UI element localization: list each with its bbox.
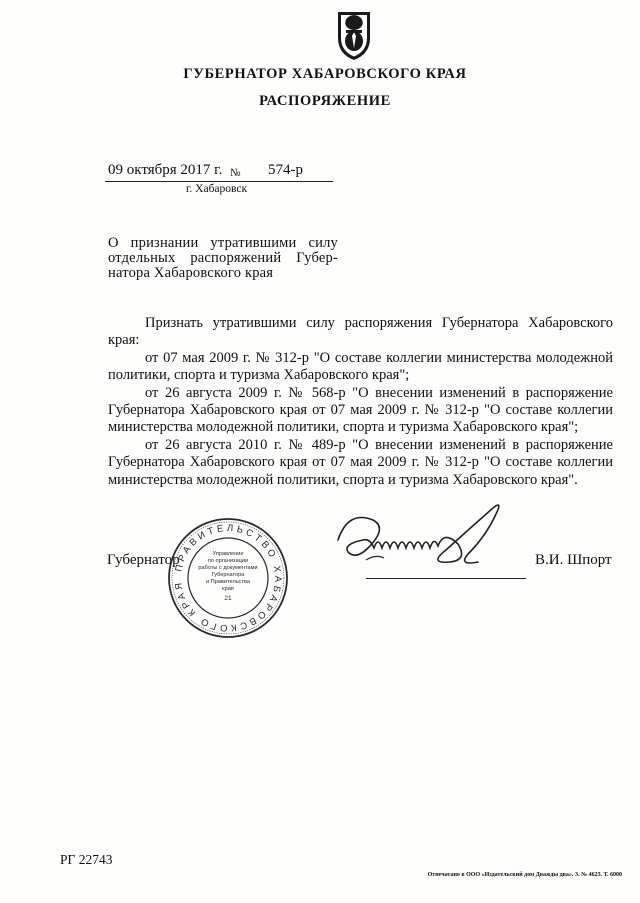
printer-imprint: Отпечатано в ООО «Издательский дом Дважды два». З. № 4623. Т. 6000 xyxy=(427,872,622,878)
seal-ring-text: ПРАВИТЕЛЬСТВО ХАБАРОВСКОГО КРАЯ xyxy=(172,522,284,634)
authority-title: ГУБЕРНАТОР ХАБАРОВСКОГО КРАЯ xyxy=(183,66,467,82)
coat-of-arms-icon xyxy=(334,8,374,62)
document-subject: О признании утратившими силу отдельных распоряжений Губер-натора Хабаровского края xyxy=(108,235,338,281)
document-date: 09 октября 2017 г. xyxy=(108,162,223,178)
document-city: г. Хабаровск xyxy=(186,183,248,195)
body-paragraph: от 26 августа 2010 г. № 489-р "О внесении изменений в распоряжение Губернатора Хабаровского края от 07 мая 2009 г. № 312-р "О составе коллегии министерства молодежной политики, спорта и туризма Хабаровского края". xyxy=(108,436,613,488)
body-paragraph: от 07 мая 2009 г. № 312-р "О составе коллегии министерства молодежной политики, спорта и туризма Хабаровского края"; xyxy=(108,349,613,384)
seal-inner-line: края xyxy=(222,586,234,592)
official-seal xyxy=(166,516,290,640)
handwritten-signature xyxy=(318,500,528,580)
body-paragraph: Признать утратившими силу распоряжения Губернатора Хабаровского края: xyxy=(108,315,613,349)
seal-inner-line: Губернатора xyxy=(211,572,245,578)
seal-inner-line: Управление xyxy=(212,551,244,557)
document-body xyxy=(108,315,613,489)
document-number: 574-р xyxy=(268,162,303,178)
body-paragraph: от 26 августа 2009 г. № 568-р "О внесении изменений в распоряжение Губернатора Хабаровского края от 07 мая 2009 г. № 312-р "О составе коллегии министерства молодежной политики, спорта и туризма Хабаровского края"; xyxy=(108,384,613,436)
form-code: РГ 22743 xyxy=(60,852,113,867)
signatory-name: В.И. Шпорт xyxy=(535,552,612,568)
seal-inner-line: работы с документами xyxy=(198,565,258,571)
number-label: № xyxy=(230,167,241,179)
seal-inner-line: по организации xyxy=(207,558,249,564)
document-type: РАСПОРЯЖЕНИЕ xyxy=(259,93,391,109)
signature-line xyxy=(366,578,526,579)
signatory-title: Губернатор xyxy=(107,552,180,568)
seal-inner-line: и Правительства xyxy=(206,579,250,585)
date-number-underline xyxy=(105,181,333,182)
seal-number: 21 xyxy=(224,595,232,602)
